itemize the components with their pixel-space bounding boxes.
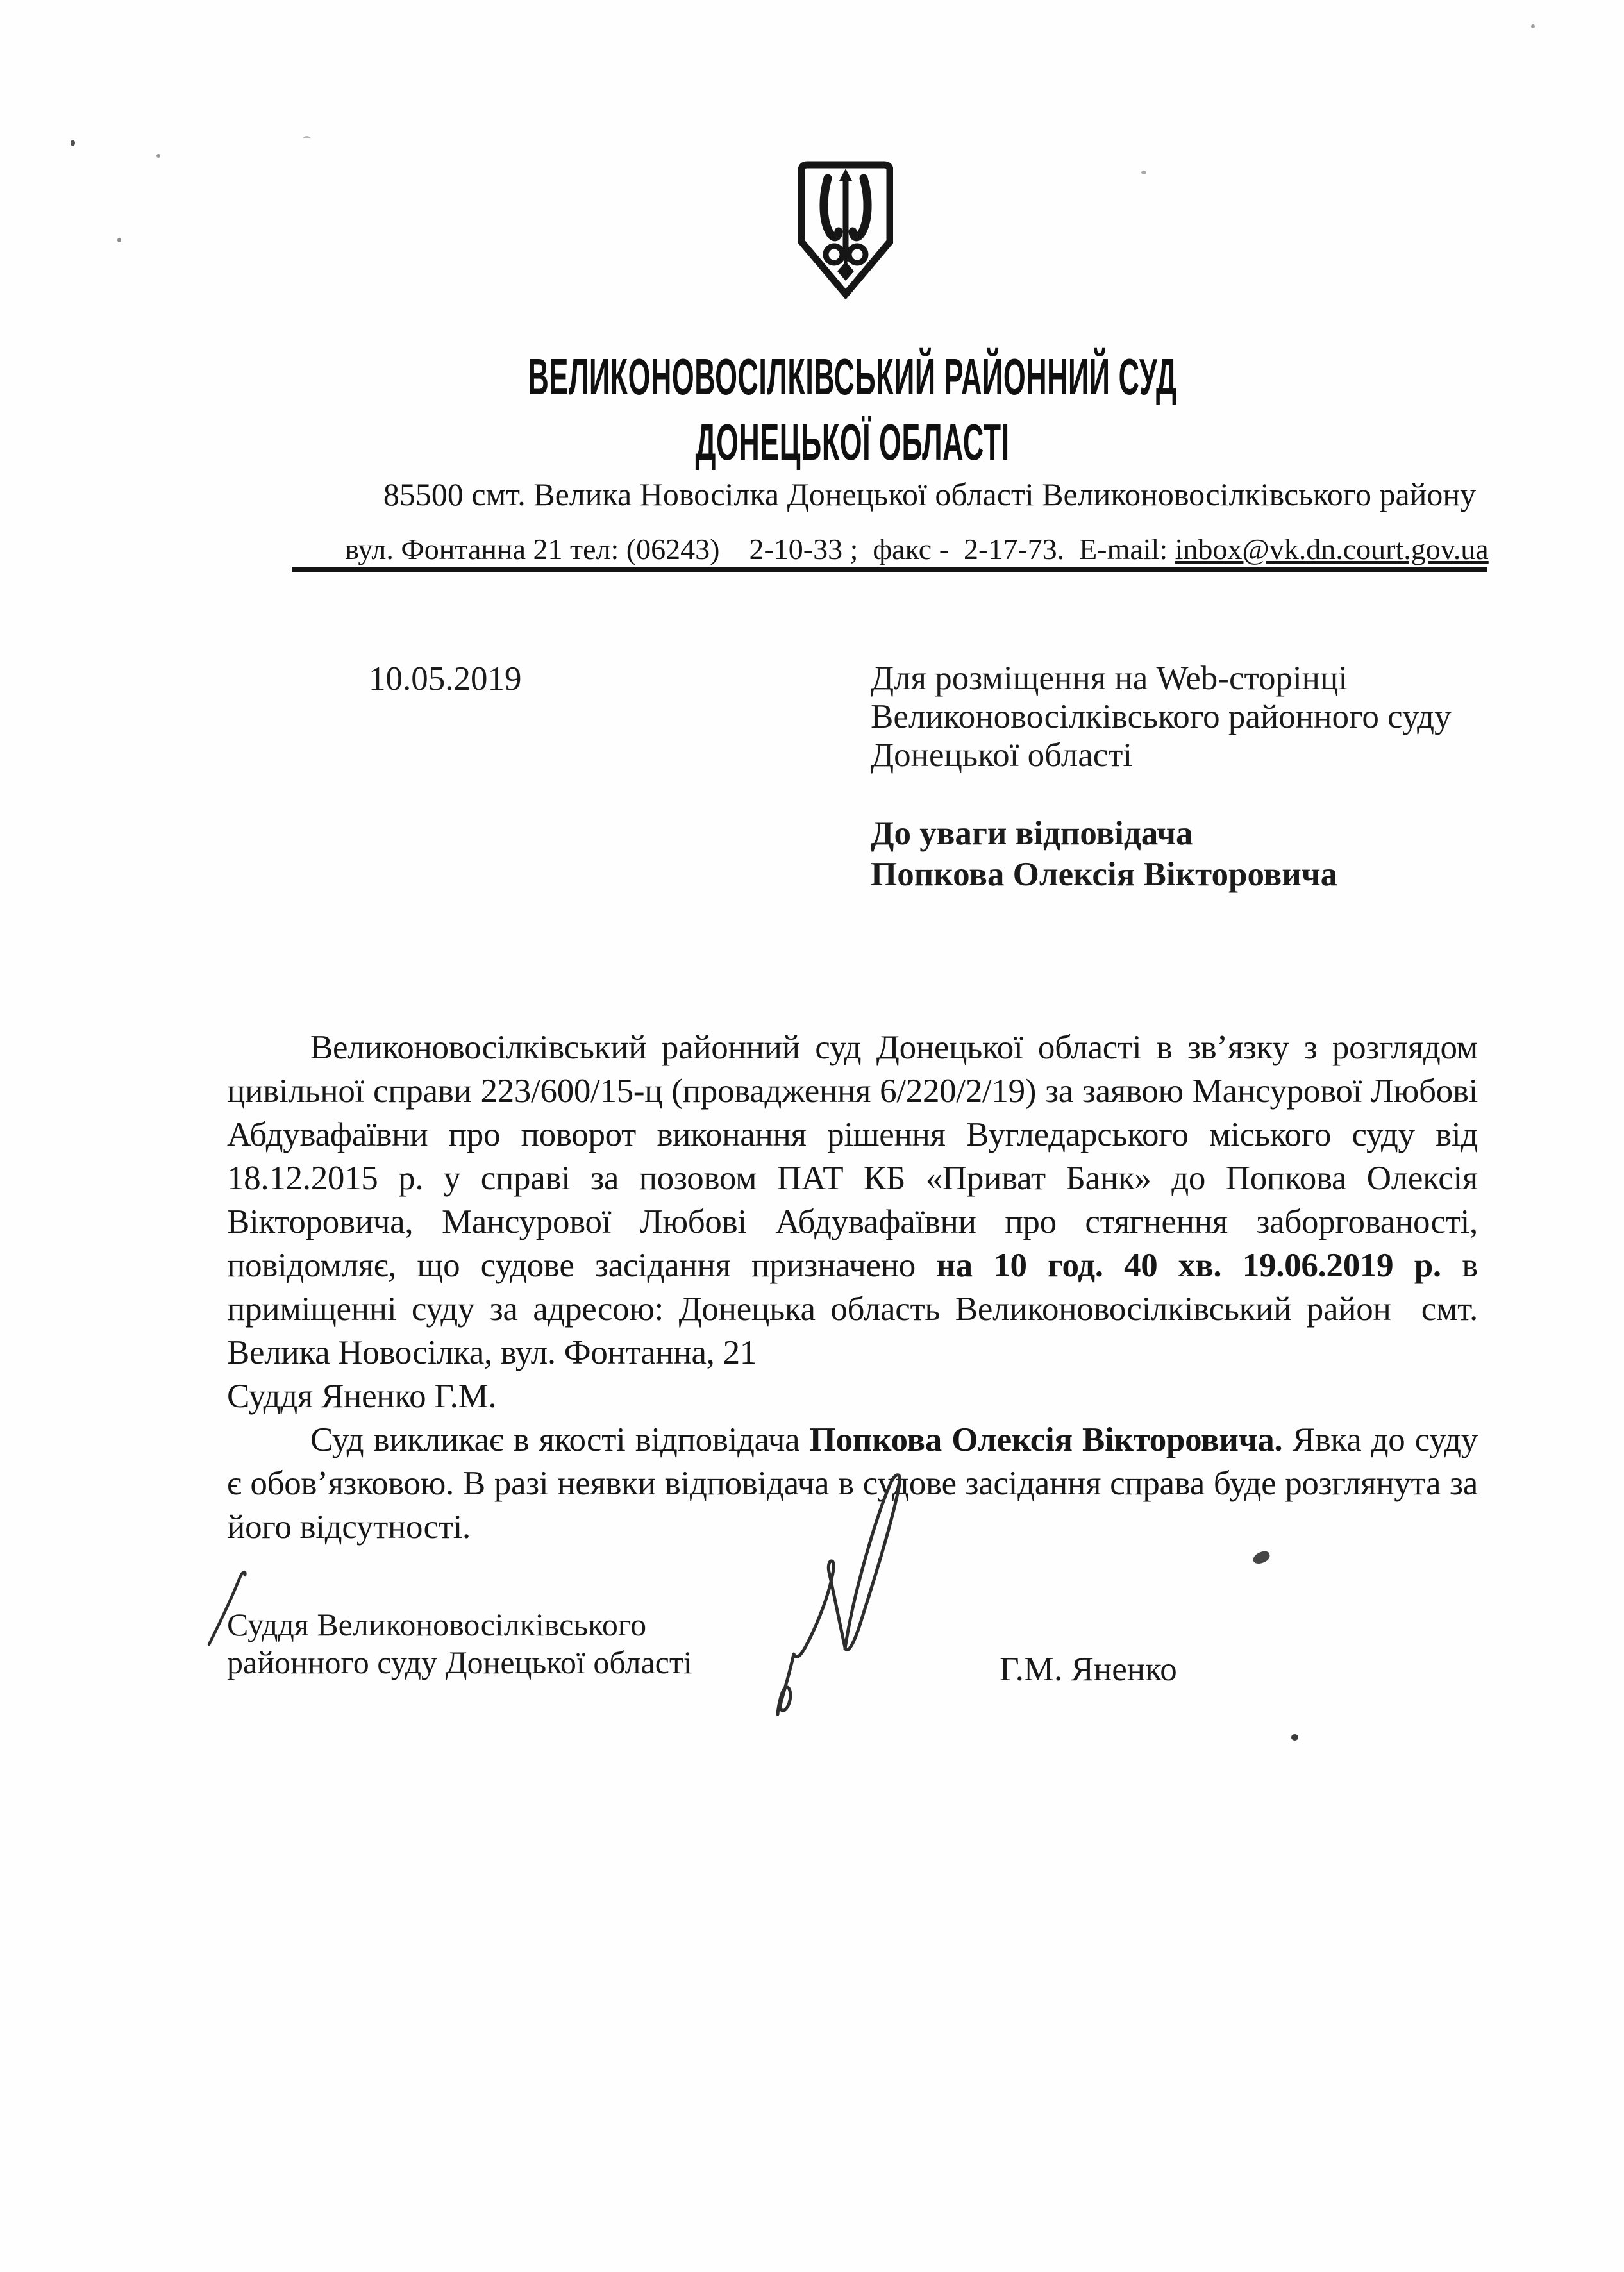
ukraine-trident-emblem	[798, 160, 893, 300]
scan-speck	[71, 140, 75, 146]
ink-dot	[1291, 1734, 1298, 1741]
bold-text-segment: на 10 год. 40 хв. 19.06.2019 р.	[936, 1247, 1441, 1284]
underlined-text-segment: inbox@vk.dn.court.gov.ua	[1175, 533, 1489, 565]
handwritten-slash-mark	[200, 1567, 251, 1648]
web-notice-line: Для розміщення на Web-сторінці	[871, 660, 1348, 697]
signer-title	[227, 1606, 692, 1682]
attention-block	[871, 813, 1337, 895]
letterhead-divider-rule	[292, 567, 1487, 572]
scan-speck	[1141, 171, 1146, 174]
signer-title-line: районного суду Донецької області	[227, 1644, 692, 1680]
court-name-line-2: ДОНЕЦЬКОЇ ОБЛАСТІ	[695, 413, 1010, 471]
signer-name: Г.М. Яненко	[1000, 1651, 1177, 1688]
scan-speck	[303, 136, 311, 142]
ink-blot	[1251, 1549, 1271, 1566]
text-segment: Суд викликає в якості відповідача	[310, 1421, 810, 1458]
body-paragraph-1	[227, 1026, 1478, 1374]
letterhead	[0, 0, 1624, 577]
text-segment: Великоновосілківський районний суд Донецької області в зв’язку з розглядом цивільної справи 223/600/15-ц (провадження 6/220/2/19) за заявою Мансурової Любові Абдувафаївни про поворот виконання рішення Вугледарського міського суду від 18.12.2015 р. у справі за позовом ПАТ КБ «Приват Банк» до Попкова Олексія Вікторовича, Мансурової Любові Абдувафаївни про стягнення заборгованості, повідомляє, що судове засідання призначено	[227, 1029, 1478, 1284]
text-segment: в приміщенні суду за адресою: Донецька область Великоновосілківський район смт. Велика Новосілка, вул. Фонтанна, 21	[227, 1247, 1478, 1371]
attention-line: До уваги відповідача	[871, 815, 1193, 852]
signer-title-line: Суддя Великоновосілківського	[227, 1607, 647, 1642]
court-name-line-1: ВЕЛИКОНОВОСІЛКІВСЬКИЙ РАЙОННИЙ СУД	[528, 348, 1177, 405]
court-address-line: 85500 смт. Велика Новосілка Донецької області Великоновосілківського району	[383, 476, 1477, 512]
attention-line: Попкова Олексія Вікторовича	[871, 856, 1338, 893]
judge-signature-stroke	[757, 1462, 910, 1725]
court-contact-line	[224, 532, 1609, 567]
text-segment: Явка до суду є обов’язковою. В разі неявки відповідача в судове засідання справа буде розглянута за його відсутності.	[227, 1421, 1478, 1546]
bold-text-segment: Попкова Олексія Вікторовича.	[809, 1421, 1283, 1458]
web-notice-line: Донецької області	[871, 737, 1133, 774]
scan-speck	[117, 238, 121, 242]
scan-speck	[1531, 24, 1535, 28]
web-notice-line: Великоновосілківського районного суду	[871, 698, 1452, 735]
letter-date: 10.05.2019	[369, 660, 522, 697]
text-segment: вул. Фонтанна 21 тел: (06243) 2-10-33 ; факс - 2-17-73. E-mail:	[345, 533, 1175, 565]
web-placement-notice	[871, 659, 1452, 774]
judge-line: Суддя Яненко Г.М.	[227, 1378, 497, 1415]
scan-speck	[156, 154, 160, 158]
